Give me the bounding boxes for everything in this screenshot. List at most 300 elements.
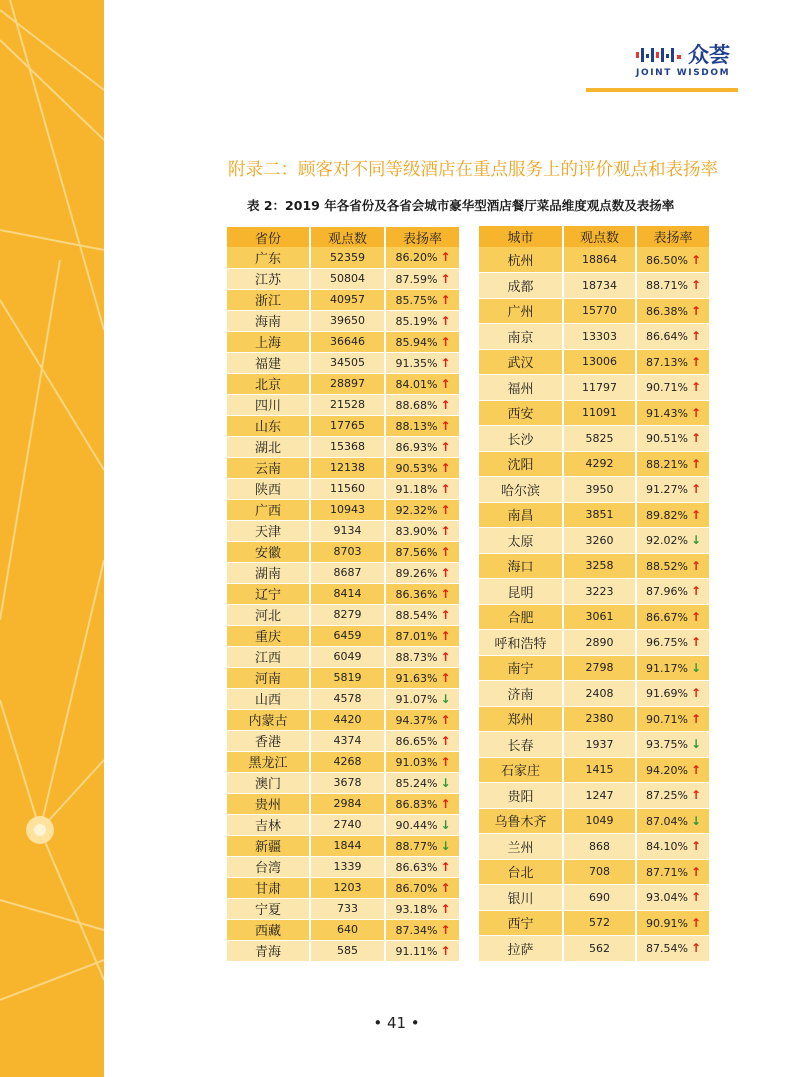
province-table [227,227,459,962]
row-rate-cell [386,772,459,793]
row-count: 4578 [311,688,384,709]
row-rate: 86.38% [646,304,688,318]
table-row [479,579,709,605]
down-arrow-icon: ↓ [690,533,702,548]
row-rate: 88.71% [646,279,688,293]
row-rate-cell [386,499,459,520]
row-rate: 88.21% [646,457,688,471]
up-arrow-icon: ↑ [690,507,702,522]
row-rate: 91.11% [395,944,438,958]
row-count: 640 [311,919,384,940]
row-rate: 91.69% [646,687,688,701]
row-count: 28897 [311,373,384,394]
row-rate-cell [637,426,709,452]
table-row [227,457,459,478]
up-arrow-icon: ↑ [440,670,451,685]
up-arrow-icon: ↑ [440,271,451,286]
row-count: 8279 [311,604,384,625]
row-name: 湖北 [227,436,309,457]
row-count: 4420 [311,709,384,730]
row-count: 6459 [311,625,384,646]
row-count: 2798 [564,655,635,681]
row-name: 成都 [479,273,562,299]
row-name: 吉林 [227,814,309,835]
header-rule [586,88,738,92]
row-rate: 86.70% [395,881,438,895]
row-rate: 86.64% [646,330,688,344]
row-count: 1415 [564,757,635,783]
table-row [227,709,459,730]
table-row [479,706,709,732]
row-name: 河南 [227,667,309,688]
row-rate-cell [386,940,459,961]
row-count: 3851 [564,502,635,528]
row-rate-cell [386,310,459,331]
row-name: 辽宁 [227,583,309,604]
table-row [479,910,709,936]
row-name: 天津 [227,520,309,541]
up-arrow-icon: ↑ [440,754,451,769]
table-row [227,751,459,772]
up-arrow-icon: ↑ [690,380,702,395]
row-rate: 90.71% [646,381,688,395]
table-row [227,541,459,562]
row-name: 江西 [227,646,309,667]
row-name: 新疆 [227,835,309,856]
row-name: 西宁 [479,910,562,936]
row-rate-cell [386,289,459,310]
row-rate: 87.56% [395,545,438,559]
row-rate-cell [637,273,709,299]
up-arrow-icon: ↑ [690,584,702,599]
row-name: 杭州 [479,247,562,273]
row-count: 4268 [311,751,384,772]
table-row [479,375,709,401]
row-rate: 83.90% [395,524,438,538]
table-row [479,732,709,758]
up-arrow-icon: ↑ [690,405,702,420]
row-count: 868 [564,834,635,860]
row-name: 山西 [227,688,309,709]
row-name: 广西 [227,499,309,520]
table-row [227,898,459,919]
table-row [227,940,459,961]
row-rate: 88.54% [395,608,438,622]
brand-logo [636,44,738,80]
row-rate-cell [386,562,459,583]
table-row [227,373,459,394]
up-arrow-icon: ↑ [440,733,451,748]
row-rate: 91.35% [395,356,438,370]
row-rate-cell [386,814,459,835]
down-arrow-icon: ↓ [440,817,451,832]
row-name: 云南 [227,457,309,478]
table-row [479,451,709,477]
row-name: 内蒙古 [227,709,309,730]
row-name: 澳门 [227,772,309,793]
row-rate-cell [637,553,709,579]
row-count: 3678 [311,772,384,793]
table-row [479,757,709,783]
row-rate-cell [386,730,459,751]
table-row [227,667,459,688]
up-arrow-icon: ↑ [690,431,702,446]
table-row [227,394,459,415]
row-count: 6049 [311,646,384,667]
row-name: 郑州 [479,706,562,732]
brand-name-chinese: 众荟 [688,43,730,67]
up-arrow-icon: ↑ [690,890,702,905]
row-rate: 85.24% [395,776,438,790]
row-rate-cell [637,910,709,936]
row-count: 18734 [564,273,635,299]
up-arrow-icon: ↑ [690,278,702,293]
row-count: 1203 [311,877,384,898]
row-count: 15368 [311,436,384,457]
row-name: 黑龙江 [227,751,309,772]
row-name: 太原 [479,528,562,554]
row-rate: 85.75% [395,293,438,307]
row-count: 15770 [564,298,635,324]
row-rate: 91.43% [646,406,688,420]
down-arrow-icon: ↓ [440,838,451,853]
row-count: 2380 [564,706,635,732]
row-rate: 87.54% [646,942,688,956]
row-count: 36646 [311,331,384,352]
row-count: 2984 [311,793,384,814]
row-rate: 86.20% [395,251,438,265]
row-count: 1844 [311,835,384,856]
decorative-side-band [0,0,104,1077]
up-arrow-icon: ↑ [440,334,451,349]
row-rate: 93.18% [395,902,438,916]
table-row [479,324,709,350]
table-row [227,583,459,604]
up-arrow-icon: ↑ [690,711,702,726]
row-count: 40957 [311,289,384,310]
up-arrow-icon: ↑ [440,250,451,265]
header-city: 城市 [479,226,562,247]
table-caption: 表 2：2019 年各省份及各省会城市豪华型酒店餐厅菜品维度观点数及表扬率 [247,198,675,213]
row-rate: 91.17% [646,661,688,675]
table-row [227,604,459,625]
up-arrow-icon: ↑ [440,922,451,937]
up-arrow-icon: ↑ [690,252,702,267]
row-rate-cell [637,859,709,885]
up-arrow-icon: ↑ [440,796,451,811]
city-table-header [479,226,709,247]
row-rate-cell [386,604,459,625]
row-count: 39650 [311,310,384,331]
row-count: 52359 [311,247,384,268]
row-rate: 94.37% [395,713,438,727]
city-table [479,226,709,962]
row-name: 河北 [227,604,309,625]
table-row [227,814,459,835]
row-rate-cell [386,352,459,373]
row-rate: 90.71% [646,712,688,726]
row-name: 重庆 [227,625,309,646]
table-row [227,331,459,352]
row-name: 台北 [479,859,562,885]
row-rate-cell [637,681,709,707]
row-rate-cell [637,375,709,401]
table-row [227,688,459,709]
up-arrow-icon: ↑ [440,943,451,958]
table-row [479,528,709,554]
row-rate-cell [386,625,459,646]
row-count: 3061 [564,604,635,630]
row-rate-cell [637,630,709,656]
row-rate-cell [386,436,459,457]
up-arrow-icon: ↑ [440,523,451,538]
row-rate: 93.75% [646,738,688,752]
table-row [227,877,459,898]
up-arrow-icon: ↑ [440,565,451,580]
up-arrow-icon: ↑ [440,880,451,895]
up-arrow-icon: ↑ [440,544,451,559]
row-rate: 90.51% [646,432,688,446]
row-rate: 88.68% [395,398,438,412]
row-rate: 91.18% [395,482,438,496]
row-count: 1247 [564,783,635,809]
row-rate-cell [637,579,709,605]
row-rate-cell [637,298,709,324]
table-row [227,856,459,877]
table-row [227,415,459,436]
up-arrow-icon: ↑ [440,901,451,916]
page-number: • 41 • [373,1014,420,1032]
row-name: 台湾 [227,856,309,877]
row-name: 合肥 [479,604,562,630]
row-rate: 87.96% [646,585,688,599]
up-arrow-icon: ↑ [690,941,702,956]
row-count: 3258 [564,553,635,579]
row-rate: 90.53% [395,461,438,475]
row-rate-cell [386,394,459,415]
row-rate-cell [386,541,459,562]
row-rate: 91.27% [646,483,688,497]
table-row [479,885,709,911]
row-rate-cell [386,793,459,814]
row-count: 2408 [564,681,635,707]
row-rate-cell [637,502,709,528]
row-count: 17765 [311,415,384,436]
row-name: 贵州 [227,793,309,814]
row-count: 4374 [311,730,384,751]
row-rate-cell [386,520,459,541]
table-row [479,808,709,834]
table-row [479,400,709,426]
table-row [479,604,709,630]
table-row [479,298,709,324]
row-name: 贵阳 [479,783,562,809]
row-name: 乌鲁木齐 [479,808,562,834]
row-name: 湖南 [227,562,309,583]
table-row [479,783,709,809]
up-arrow-icon: ↑ [440,397,451,412]
brand-name-english: JOINT WISDOM [636,68,731,78]
row-rate-cell [637,885,709,911]
row-rate-cell [386,667,459,688]
row-count: 3260 [564,528,635,554]
table-row [227,793,459,814]
row-rate-cell [386,856,459,877]
up-arrow-icon: ↑ [690,762,702,777]
row-name: 长春 [479,732,562,758]
row-count: 2890 [564,630,635,656]
table-row [479,655,709,681]
row-count: 21528 [311,394,384,415]
row-rate: 88.52% [646,559,688,573]
row-count: 3950 [564,477,635,503]
row-rate-cell [637,477,709,503]
row-count: 11560 [311,478,384,499]
row-count: 1049 [564,808,635,834]
table-row [479,936,709,962]
up-arrow-icon: ↑ [440,439,451,454]
row-rate: 94.20% [646,763,688,777]
header-rate: 表扬率 [637,226,709,247]
row-count: 12138 [311,457,384,478]
row-rate-cell [386,919,459,940]
row-name: 四川 [227,394,309,415]
row-rate-cell [386,898,459,919]
row-name: 青海 [227,940,309,961]
row-count: 13303 [564,324,635,350]
row-name: 呼和浩特 [479,630,562,656]
row-name: 西藏 [227,919,309,940]
down-arrow-icon: ↓ [440,691,451,706]
up-arrow-icon: ↑ [690,303,702,318]
row-rate: 85.94% [395,335,438,349]
row-name: 浙江 [227,289,309,310]
down-arrow-icon: ↓ [440,775,451,790]
table-row [479,273,709,299]
row-rate-cell [637,400,709,426]
table-row [227,436,459,457]
row-rate: 86.65% [395,734,438,748]
up-arrow-icon: ↑ [440,859,451,874]
row-rate: 87.71% [646,865,688,879]
row-name: 北京 [227,373,309,394]
row-rate-cell [637,349,709,375]
header-rate: 表扬率 [386,227,459,247]
table-row [227,289,459,310]
up-arrow-icon: ↑ [690,635,702,650]
row-rate: 86.36% [395,587,438,601]
row-name: 福州 [479,375,562,401]
row-count: 3223 [564,579,635,605]
row-count: 572 [564,910,635,936]
up-arrow-icon: ↑ [690,609,702,624]
row-rate-cell [386,646,459,667]
row-name: 海口 [479,553,562,579]
up-arrow-icon: ↑ [690,788,702,803]
table-row [479,502,709,528]
row-rate-cell [386,688,459,709]
header-province: 省份 [227,227,309,247]
table-row [479,349,709,375]
row-name: 宁夏 [227,898,309,919]
row-rate: 90.44% [395,818,438,832]
row-count: 34505 [311,352,384,373]
row-rate-cell [386,457,459,478]
row-rate-cell [637,604,709,630]
row-rate: 88.77% [395,839,438,853]
row-rate-cell [386,268,459,289]
row-rate-cell [386,709,459,730]
row-rate-cell [637,936,709,962]
down-arrow-icon: ↓ [690,660,702,675]
row-count: 11091 [564,400,635,426]
table-row [227,919,459,940]
row-name: 甘肃 [227,877,309,898]
row-rate: 84.01% [395,377,438,391]
up-arrow-icon: ↑ [690,558,702,573]
table-row [227,835,459,856]
table-row [479,553,709,579]
up-arrow-icon: ↑ [440,376,451,391]
header-count: 观点数 [564,226,635,247]
table-row [227,730,459,751]
up-arrow-icon: ↑ [690,329,702,344]
up-arrow-icon: ↑ [440,292,451,307]
row-count: 11797 [564,375,635,401]
row-name: 江苏 [227,268,309,289]
row-rate-cell [637,247,709,273]
row-rate: 87.25% [646,789,688,803]
row-count: 5819 [311,667,384,688]
row-rate: 84.10% [646,840,688,854]
row-name: 西安 [479,400,562,426]
up-arrow-icon: ↑ [690,686,702,701]
row-rate: 92.02% [646,534,688,548]
row-name: 兰州 [479,834,562,860]
row-rate: 86.83% [395,797,438,811]
row-rate: 86.50% [646,253,688,267]
row-count: 18864 [564,247,635,273]
row-count: 562 [564,936,635,962]
up-arrow-icon: ↑ [440,649,451,664]
up-arrow-icon: ↑ [690,456,702,471]
row-rate: 91.07% [395,692,438,706]
row-rate-cell [637,732,709,758]
row-name: 南宁 [479,655,562,681]
row-rate: 92.32% [395,503,438,517]
up-arrow-icon: ↑ [440,313,451,328]
row-count: 9134 [311,520,384,541]
row-rate: 96.75% [646,636,688,650]
row-rate: 87.01% [395,629,438,643]
row-count: 8703 [311,541,384,562]
row-rate-cell [386,835,459,856]
row-rate: 88.73% [395,650,438,664]
table-row [479,834,709,860]
up-arrow-icon: ↑ [440,460,451,475]
table-row [479,247,709,273]
row-rate: 87.59% [395,272,438,286]
row-name: 安徽 [227,541,309,562]
row-rate-cell [386,583,459,604]
table-row [479,859,709,885]
row-name: 哈尔滨 [479,477,562,503]
row-rate: 87.34% [395,923,438,937]
row-name: 海南 [227,310,309,331]
table-row [227,772,459,793]
table-row [227,562,459,583]
row-rate-cell [386,373,459,394]
